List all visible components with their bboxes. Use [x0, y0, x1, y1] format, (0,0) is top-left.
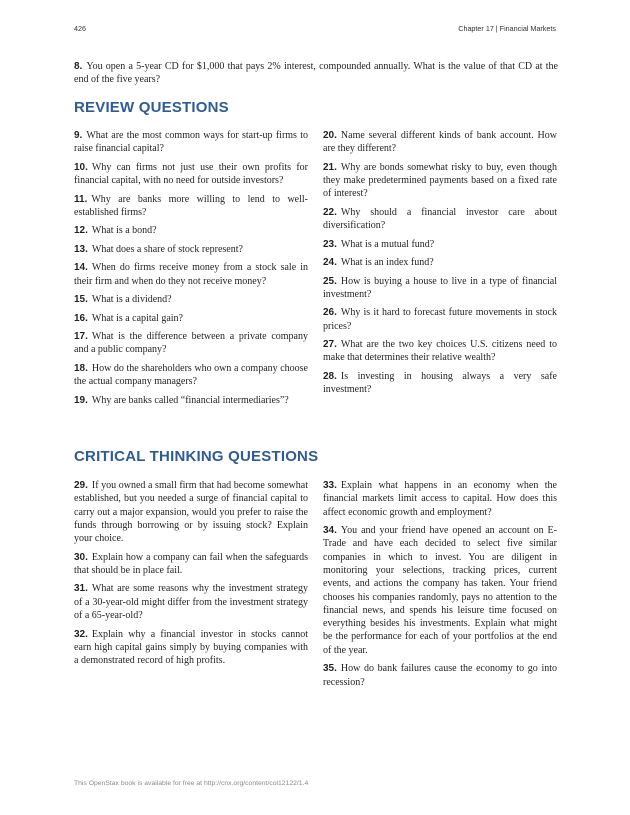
question-number: 22. — [323, 206, 337, 218]
question-number: 18. — [74, 362, 88, 374]
question-item — [323, 479, 557, 519]
question-number: 28. — [323, 370, 337, 382]
question-text: Why can firms not just use their own profits for financial capital, with no need for outside investors? — [74, 161, 308, 187]
question-number: 10. — [74, 161, 88, 173]
question-text: What is a dividend? — [91, 294, 172, 306]
review-questions-heading: REVIEW QUESTIONS — [74, 99, 229, 116]
question-item — [74, 582, 308, 622]
question-text: What does a share of stock represent? — [91, 243, 243, 255]
question-number: 33. — [323, 480, 337, 491]
question-text: Name several different kinds of bank account. How are they different? — [323, 130, 557, 155]
chapter-header: Chapter 17 | Financial Markets — [458, 24, 556, 33]
question-number: 19. — [74, 394, 88, 406]
question-number: 35. — [323, 663, 337, 675]
question-item — [323, 161, 557, 201]
question-item — [74, 224, 308, 237]
question-number: 8. — [74, 61, 83, 72]
question-item — [323, 306, 557, 333]
question-number: 25. — [323, 275, 337, 287]
question-text: What is a mutual fund? — [340, 238, 435, 250]
question-number: 34. — [323, 525, 337, 537]
question-text: Why are banks called “financial intermediaries”? — [91, 394, 289, 406]
question-item — [74, 551, 308, 578]
question-item — [323, 370, 557, 397]
question-item — [74, 193, 308, 220]
question-number: 13. — [74, 243, 88, 255]
question-text: Why are banks more willing to lend to well-established firms? — [74, 193, 308, 218]
footer-note: This OpenStax book is available for free at http://cnx.org/content/col12122/1.4 — [74, 780, 309, 787]
question-text: What is an index fund? — [340, 257, 434, 269]
question-number: 14. — [74, 262, 88, 274]
question-number: 17. — [74, 331, 88, 343]
question-item — [74, 261, 308, 288]
question-number: 26. — [323, 307, 337, 319]
question-item — [323, 206, 557, 233]
question-number: 11. — [74, 193, 88, 205]
question-item — [74, 362, 308, 389]
question-text: Why are bonds somewhat risky to buy, even though they make predetermined payments based on a fixed rate of interest? — [323, 161, 557, 200]
question-number: 32. — [74, 628, 88, 640]
question-number: 31. — [74, 583, 88, 595]
question-text: How do the shareholders who own a company choose the actual company managers? — [74, 362, 308, 388]
question-number: 21. — [323, 161, 337, 173]
question-item — [74, 161, 308, 188]
question-text: What are some reasons why the investment strategy of a 30-year-old might differ from the investment strategy of a 65-year-old? — [74, 583, 308, 622]
question-item — [323, 238, 557, 251]
question-text: How is buying a house to live in a type of financial investment? — [323, 275, 557, 300]
question-item — [74, 330, 308, 357]
question-number: 9. — [74, 130, 83, 141]
question-text: What are the two key choices U.S. citizens need to make that determines their relative wealth? — [323, 339, 557, 364]
question-number: 15. — [74, 294, 88, 306]
question-text: Why should a financial investor care about diversification? — [323, 206, 557, 232]
question-item — [323, 662, 557, 689]
question-item — [323, 524, 557, 657]
question-text: What is a capital gain? — [91, 312, 183, 324]
page-number: 426 — [74, 24, 86, 33]
critical-thinking-right-column — [323, 479, 557, 694]
question-text: Explain why a financial investor in stocks cannot earn high capital gains simply by buying companies with a demonstrated record of high profits. — [74, 628, 308, 667]
question-item — [74, 129, 308, 156]
critical-thinking-heading: CRITICAL THINKING QUESTIONS — [74, 448, 319, 465]
question-text: When do firms receive money from a stock sale in their firm and when do they not receive money? — [74, 262, 308, 287]
question-item — [323, 129, 557, 156]
question-item — [74, 243, 308, 256]
question-text: You and your friend have opened an account on E-Trade and have each decided to select five similar companies in which to invest. You are diligent in monitoring your selections, tracking prices, current events, and actions the company has taken. Your friend chooses his companies randomly, pays no attention to the financial news, and spends his leisure time focused on everything besides his investments. Explain what might be the performance for each of your portfolios at the end of the year. — [323, 525, 557, 656]
question-item — [74, 628, 308, 668]
question-item — [323, 275, 557, 302]
intro-question — [74, 60, 558, 87]
question-item — [323, 338, 557, 365]
question-text: What is the difference between a private company and a public company? — [74, 331, 308, 356]
question-number: 27. — [323, 339, 337, 351]
question-text: How do bank failures cause the economy to go into recession? — [323, 663, 557, 688]
question-number: 29. — [74, 480, 88, 491]
question-item — [74, 293, 308, 306]
question-text: You open a 5-year CD for $1,000 that pays 2% interest, compounded annually. What is the value of that CD at the end of the five years? — [74, 61, 558, 86]
question-text: Explain what happens in an economy when the financial markets limit access to capital. How does this affect economic growth and employment? — [323, 480, 557, 518]
question-item — [74, 394, 308, 407]
question-number: 12. — [74, 225, 88, 237]
question-text: What are the most common ways for start-up firms to raise financial capital? — [74, 130, 308, 155]
question-item — [74, 479, 308, 545]
question-number: 24. — [323, 257, 337, 269]
question-number: 20. — [323, 130, 337, 141]
review-questions-left-column — [74, 129, 308, 412]
critical-thinking-left-column — [74, 479, 308, 673]
question-text: Why is it hard to forecast future movements in stock prices? — [323, 307, 557, 332]
review-questions-right-column — [323, 129, 557, 402]
question-number: 30. — [74, 551, 88, 563]
question-text: What is a bond? — [91, 225, 157, 237]
question-item — [74, 312, 308, 325]
question-text: Is investing in housing always a very safe investment? — [323, 370, 557, 396]
question-text: If you owned a small firm that had become somewhat established, but you needed a surge of financial capital to carry out a major expansion, would you prefer to raise the funds through borrowing or by issuing stock? Explain your choice. — [74, 480, 308, 545]
question-item — [323, 256, 557, 269]
question-number: 16. — [74, 312, 88, 324]
question-number: 23. — [323, 238, 337, 250]
question-text: Explain how a company can fail when the safeguards that should be in place fail. — [74, 551, 308, 576]
